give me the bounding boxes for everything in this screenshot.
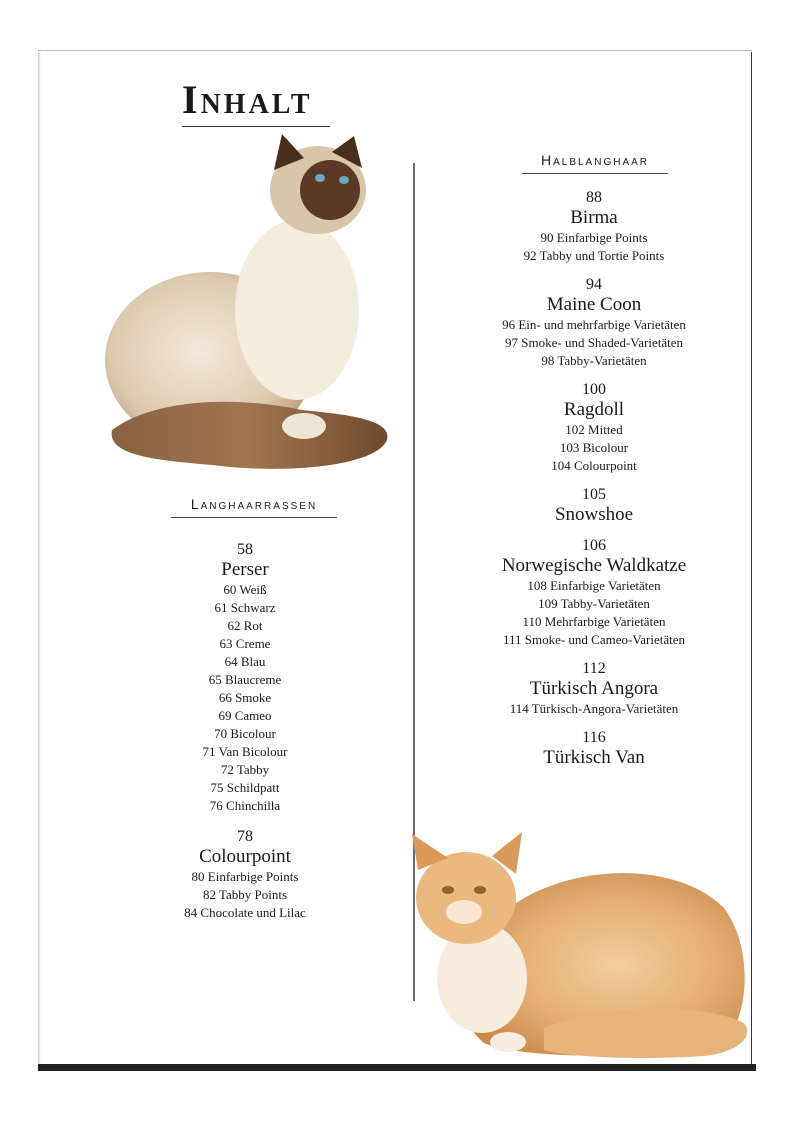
variety-item: 104 Colourpoint — [551, 458, 637, 473]
toc-entry-colourpoint — [130, 827, 360, 922]
toc-entry-snowshoe — [472, 485, 716, 526]
toc-entry-maine-coon — [472, 275, 716, 370]
variety-item: 75 Schildpatt — [210, 780, 280, 795]
variety-item: 71 Van Bicolour — [202, 744, 288, 759]
breed-page-number: 88 — [586, 189, 602, 206]
variety-list — [472, 316, 716, 370]
norwegian-forest-cat-photo — [404, 828, 756, 1064]
variety-item: 70 Bicolour — [214, 726, 276, 741]
scan-bottom-edge — [38, 1064, 756, 1071]
cat-paw — [490, 1032, 526, 1052]
breed-name: Maine Coon — [546, 294, 642, 315]
breed-page-number: 94 — [586, 276, 602, 293]
variety-item: 109 Tabby-Varietäten — [538, 596, 650, 611]
scan-edge-left — [38, 52, 41, 1068]
toc-entry-tuerkisch-van — [472, 728, 716, 769]
cat-eye-left — [315, 174, 325, 182]
toc-entry-birma — [472, 188, 716, 265]
variety-item: 102 Mitted — [565, 422, 623, 437]
cat-tail — [112, 402, 388, 469]
title-underline — [182, 126, 330, 127]
variety-item: 66 Smoke — [218, 690, 272, 705]
variety-item: 98 Tabby-Varietäten — [541, 353, 647, 368]
variety-item: 69 Cameo — [218, 708, 272, 723]
toc-entry-tuerkisch-angora — [472, 659, 716, 718]
variety-item: 103 Bicolour — [559, 440, 629, 455]
cat-muzzle — [446, 900, 482, 924]
cat-eye-left — [442, 886, 454, 894]
variety-item: 63 Creme — [219, 636, 271, 651]
variety-item: 92 Tabby und Tortie Points — [523, 248, 665, 263]
variety-item: 62 Rot — [227, 618, 263, 633]
breed-name: Türkisch Angora — [529, 678, 659, 699]
cat-head — [416, 852, 516, 944]
variety-item: 82 Tabby Points — [202, 887, 288, 902]
birman-cat-photo — [92, 130, 396, 480]
variety-item: 60 Weiß — [223, 582, 267, 597]
breed-name: Colourpoint — [199, 846, 291, 867]
cat-face-mask — [300, 160, 360, 220]
variety-item: 96 Ein- und mehrfarbige Varietäten — [502, 317, 686, 332]
scan-edge-top — [38, 50, 752, 51]
breed-page-number: 105 — [582, 486, 606, 503]
variety-list — [472, 229, 716, 265]
toc-column-right — [472, 188, 716, 779]
breed-name: Ragdoll — [563, 399, 625, 420]
variety-item: 84 Chocolate und Lilac — [184, 905, 306, 920]
page-title: Inhalt — [182, 77, 313, 122]
section-heading-halblanghaar: Halblanghaar — [522, 152, 668, 174]
breed-name: Snowshoe — [554, 504, 634, 525]
breed-page-number: 116 — [582, 729, 606, 746]
variety-list — [472, 700, 716, 718]
variety-item: 90 Einfarbige Points — [540, 230, 648, 245]
breed-name: Birma — [570, 207, 618, 228]
variety-item: 61 Schwarz — [214, 600, 276, 615]
variety-item: 97 Smoke- und Shaded-Varietäten — [505, 335, 683, 350]
variety-item: 65 Blaucreme — [208, 672, 282, 687]
variety-item: 76 Chinchilla — [209, 798, 281, 813]
toc-entry-norwegische-waldkatze — [472, 536, 716, 649]
cat-eye-right — [339, 176, 349, 184]
breed-page-number: 112 — [582, 660, 606, 677]
breed-name: Türkisch Van — [543, 747, 645, 768]
variety-item: 72 Tabby — [220, 762, 270, 777]
toc-entry-ragdoll — [472, 380, 716, 475]
cat-paw — [282, 413, 326, 439]
variety-list — [130, 581, 360, 815]
variety-item: 114 Türkisch-Angora-Varietäten — [509, 701, 679, 716]
cat-chest — [235, 220, 359, 400]
variety-item: 111 Smoke- und Cameo-Varietäten — [502, 632, 686, 647]
section-heading-langhaar: Langhaarrassen — [171, 496, 337, 518]
variety-list — [472, 421, 716, 475]
breed-page-number: 106 — [582, 537, 606, 554]
toc-column-left — [130, 540, 360, 934]
toc-entry-perser — [130, 540, 360, 815]
breed-name: Norwegische Waldkatze — [501, 555, 687, 576]
variety-list — [130, 868, 360, 922]
breed-page-number: 100 — [582, 381, 606, 398]
variety-item: 108 Einfarbige Varietäten — [527, 578, 661, 593]
variety-item: 64 Blau — [224, 654, 266, 669]
variety-list — [472, 577, 716, 649]
variety-item: 80 Einfarbige Points — [191, 869, 299, 884]
breed-page-number: 78 — [237, 828, 253, 845]
breed-name: Perser — [221, 559, 269, 580]
variety-item: 110 Mehrfarbige Varietäten — [522, 614, 666, 629]
cat-eye-right — [474, 886, 486, 894]
breed-page-number: 58 — [237, 541, 253, 558]
